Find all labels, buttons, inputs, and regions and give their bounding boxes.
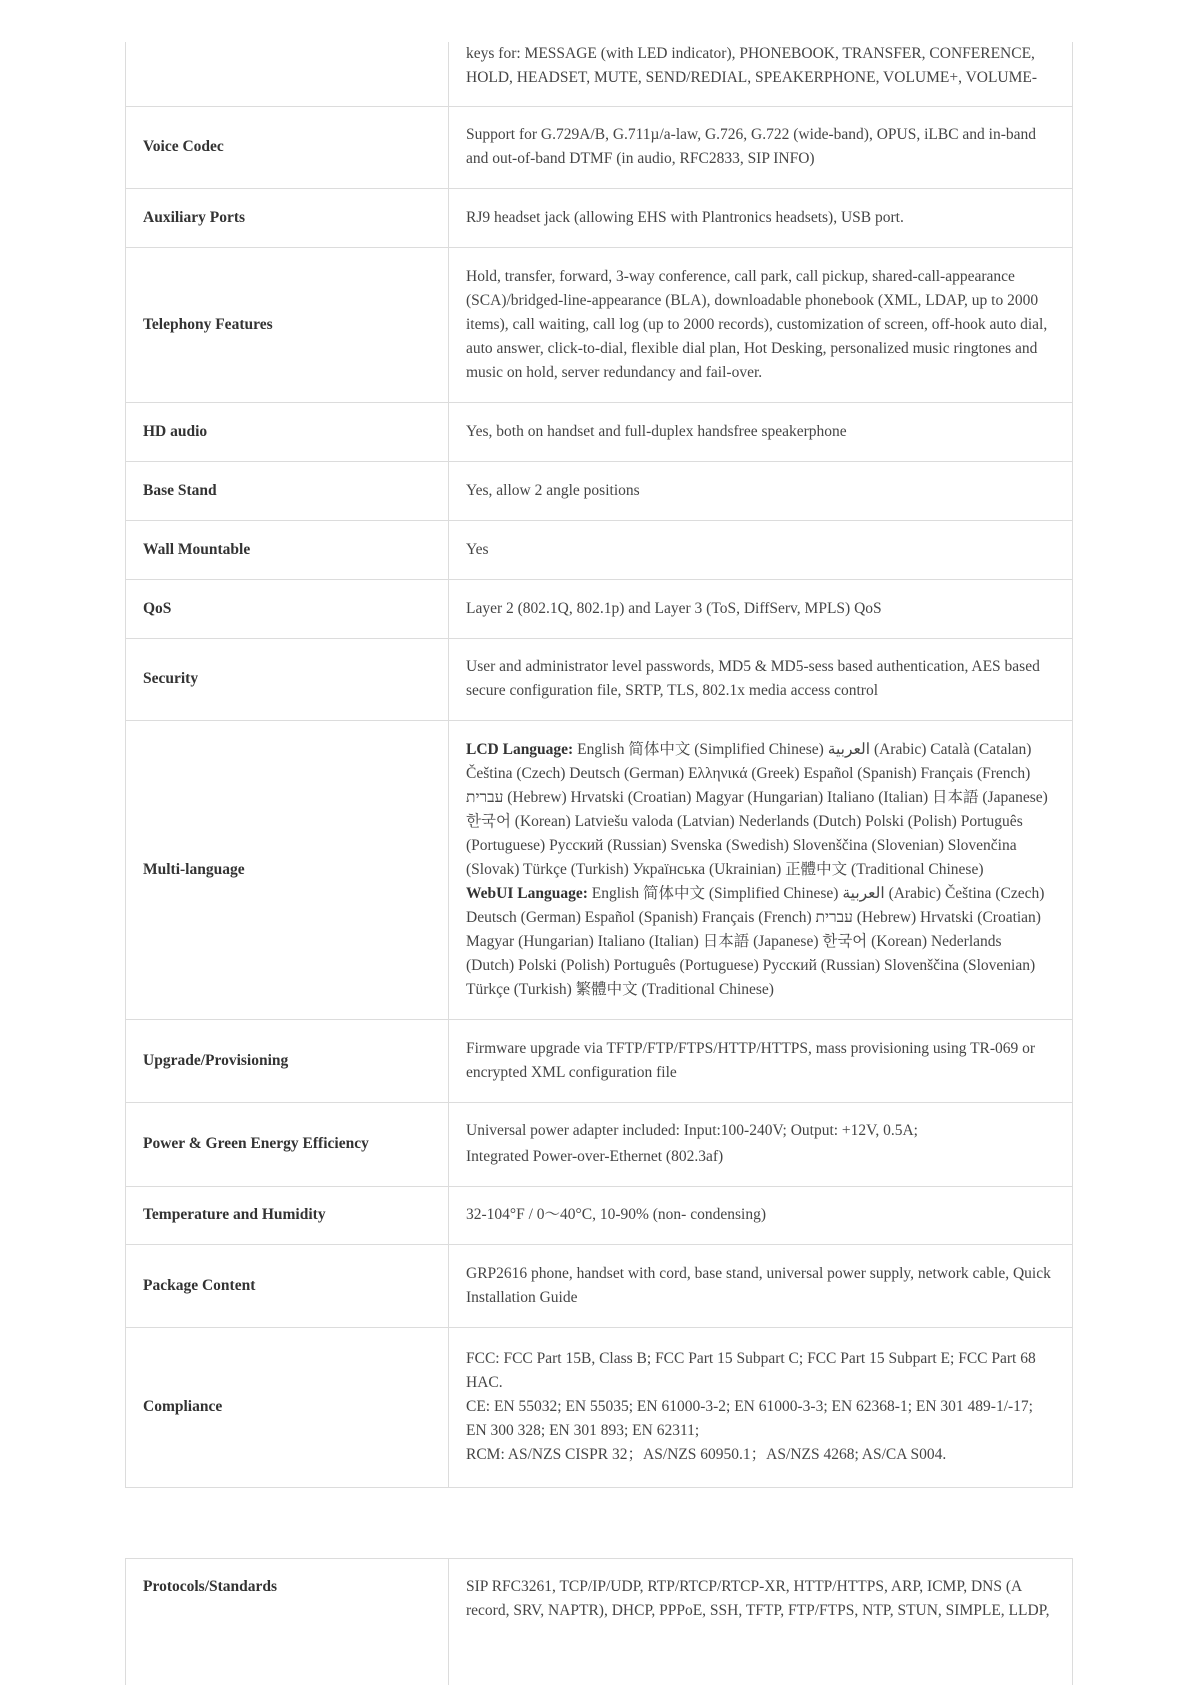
value-line: keys for: MESSAGE (with LED indicator), PHONEBOOK, TRANSFER, CONFERENCE, [466, 45, 1035, 62]
spec-key: Wall Mountable [126, 520, 449, 579]
value-line: RCM: AS/NZS CISPR 32；AS/NZS 60950.1；AS/NZS 4268; AS/CA S004. [466, 1446, 947, 1463]
value-line: GRP2616 phone, handset with cord, base stand, universal power supply, network cable, Quick [466, 1264, 1051, 1282]
spec-row-temperature [126, 1186, 1073, 1244]
value-line: Integrated Power-over-Ethernet (802.3af) [466, 1148, 724, 1165]
spec-key: QoS [126, 579, 449, 638]
lcd-language-line [466, 738, 1055, 762]
spec-row-multi-language [126, 720, 1073, 1019]
value-line: 한국어 (Korean) Latviešu valoda (Latvian) Nederlands (Dutch) Polski (Polish) Português [466, 812, 1023, 830]
value-line: (Slovak) Türkçe (Turkish) Українська (Ukrainian) 正體中文 (Traditional Chinese) [466, 860, 984, 878]
value-line: HAC. [466, 1374, 503, 1391]
spec-row-auxiliary-ports [126, 188, 1073, 247]
spec-key: Package Content [126, 1244, 449, 1327]
spec-row-wall-mountable [126, 520, 1073, 579]
value-line: encrypted XML configuration file [466, 1063, 677, 1081]
spec-key: Multi-language [126, 720, 449, 1019]
value-line: HOLD, HEADSET, MUTE, SEND/REDIAL, SPEAKERPHONE, VOLUME+, VOLUME- [466, 69, 1038, 86]
spec-value [449, 247, 1073, 402]
spec-key: Upgrade/Provisioning [126, 1019, 449, 1102]
value-text: English 简体中文 (Simplified Chinese) العربية (Arabic) Čeština (Czech) [587, 884, 1045, 902]
value-line: (SCA)/bridged-line-appearance (BLA), downloadable phonebook (XML, LDAP, up to 2000 [466, 291, 1039, 309]
lcd-language-label: LCD Language: [466, 740, 574, 758]
spec-key: Base Stand [126, 461, 449, 520]
value-line: FCC: FCC Part 15B, Class B; FCC Part 15 Subpart C; FCC Part 15 Subpart E; FCC Part 68 [466, 1350, 1036, 1367]
value-line: 32-104°F / 0～40°C, 10-90% (non- condensing) [466, 1206, 766, 1223]
spec-value [449, 1102, 1073, 1186]
webui-language-line [466, 882, 1055, 906]
spec-row-base-stand [126, 461, 1073, 520]
spec-row-package-content [126, 1244, 1073, 1327]
spec-key: Power & Green Energy Efficiency [126, 1102, 449, 1186]
value-line: RJ9 headset jack (allowing EHS with Plantronics headsets), USB port. [466, 208, 904, 226]
spec-key: Voice Codec [126, 106, 449, 188]
spec-value [449, 720, 1073, 1019]
value-line: items), call waiting, call log (up to 2000 records), customization of screen, off-hook auto dial, [466, 315, 1048, 333]
spec-value [449, 402, 1073, 461]
spec-row-qos [126, 579, 1073, 638]
spec-value [449, 42, 1073, 106]
spec-value [449, 1327, 1073, 1487]
value-line: secure configuration file, SRTP, TLS, 802.1x media access control [466, 682, 879, 699]
value-text: English 简体中文 (Simplified Chinese) العربية (Arabic) Català (Catalan) [573, 740, 1032, 758]
value-line: עברית (Hebrew) Hrvatski (Croatian) Magyar (Hungarian) Italiano (Italian) 日本語 (Japanese) [466, 788, 1048, 806]
spec-value [449, 579, 1073, 638]
spec-row-power [126, 1102, 1073, 1186]
spec-key: Protocols/Standards [126, 1559, 449, 1685]
value-line: Support for G.729A/B, G.711µ/a-law, G.726, G.722 (wide-band), OPUS, iLBC and in-band [466, 126, 1037, 143]
webui-language-label: WebUI Language: [466, 884, 588, 902]
spec-key: Compliance [126, 1327, 449, 1487]
value-line: Yes [466, 540, 489, 558]
value-line: Čeština (Czech) Deutsch (German) Ελληνικά (Greek) Español (Spanish) Français (French) [466, 764, 1031, 782]
spec-value [449, 1186, 1073, 1244]
value-line: auto answer, click-to-dial, flexible dial plan, Hot Desking, personalized music ringtones and [466, 339, 1038, 357]
value-line: CE: EN 55032; EN 55035; EN 61000-3-2; EN 61000-3-3; EN 62368-1; EN 301 489-1/-17; [466, 1398, 1033, 1415]
value-line: User and administrator level passwords, MD5 & MD5-sess based authentication, AES based [466, 658, 1040, 675]
value-line: Installation Guide [466, 1288, 578, 1306]
value-line: EN 300 328; EN 301 893; EN 62311; [466, 1422, 700, 1439]
spec-key: Temperature and Humidity [126, 1186, 449, 1244]
spec-row-keys [126, 42, 1073, 106]
spec-row-hd-audio [126, 402, 1073, 461]
value-line: Firmware upgrade via TFTP/FTP/FTPS/HTTP/HTTPS, mass provisioning using TR-069 or [466, 1039, 1036, 1057]
spec-table [125, 42, 1073, 1488]
spec-row-compliance [126, 1327, 1073, 1487]
spec-value [449, 1244, 1073, 1327]
spec-value [449, 520, 1073, 579]
value-line: SIP RFC3261, TCP/IP/UDP, RTP/RTCP/RTCP-XR, HTTP/HTTPS, ARP, ICMP, DNS (A [466, 1578, 1023, 1595]
spec-value [449, 1019, 1073, 1102]
spec-row-telephony-features [126, 247, 1073, 402]
value-line: Deutsch (German) Español (Spanish) Français (French) עברית (Hebrew) Hrvatski (Croatian) [466, 908, 1041, 926]
spec-row-voice-codec [126, 106, 1073, 188]
spec-key [126, 42, 449, 106]
spec-value [449, 461, 1073, 520]
value-line: Magyar (Hungarian) Italiano (Italian) 日本語 (Japanese) 한국어 (Korean) Nederlands [466, 932, 1002, 950]
value-line: Yes, allow 2 angle positions [466, 481, 640, 499]
spec-key: HD audio [126, 402, 449, 461]
value-line: record, SRV, NAPTR), DHCP, PPPoE, SSH, TFTP, FTP/FTPS, NTP, STUN, SIMPLE, LLDP, [466, 1602, 1050, 1619]
spec-row-protocols [126, 1559, 1073, 1685]
spec-key: Telephony Features [126, 247, 449, 402]
value-line: (Dutch) Polski (Polish) Português (Portuguese) Русский (Russian) Slovenščina (Slovenian) [466, 956, 1036, 974]
value-line: Universal power adapter included: Input:100-240V; Output: +12V, 0.5A; [466, 1122, 918, 1139]
value-line: music on hold, server redundancy and fail-over. [466, 363, 763, 381]
protocols-table [125, 1558, 1073, 1685]
spec-row-security [126, 638, 1073, 720]
value-line: Hold, transfer, forward, 3-way conference, call park, call pickup, shared-call-appearance [466, 267, 1015, 285]
spec-value [449, 106, 1073, 188]
value-line: Türkçe (Turkish) 繁體中文 (Traditional Chinese) [466, 980, 774, 998]
value-line: (Portuguese) Русский (Russian) Svenska (Swedish) Slovenščina (Slovenian) Slovenčina [466, 836, 1017, 854]
spec-row-upgrade-provisioning [126, 1019, 1073, 1102]
value-line: Yes, both on handset and full-duplex handsfree speakerphone [466, 422, 847, 440]
spec-key: Security [126, 638, 449, 720]
value-line: and out-of-band DTMF (in audio, RFC2833, SIP INFO) [466, 150, 815, 167]
spec-key: Auxiliary Ports [126, 188, 449, 247]
value-line: Layer 2 (802.1Q, 802.1p) and Layer 3 (ToS, DiffServ, MPLS) QoS [466, 599, 882, 617]
spec-value [449, 638, 1073, 720]
spec-value [449, 188, 1073, 247]
spec-value [449, 1559, 1073, 1685]
